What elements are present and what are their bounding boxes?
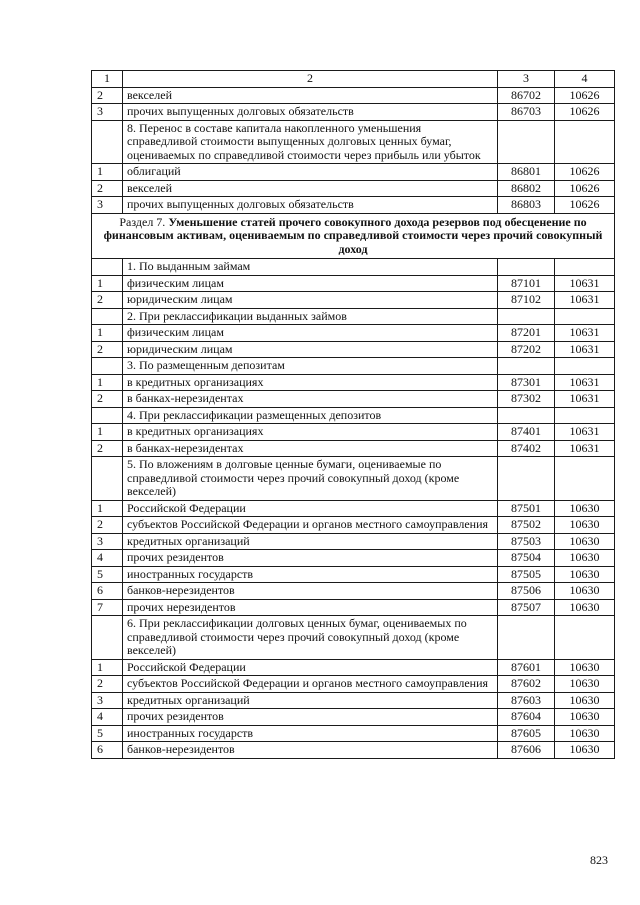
- row-account-code: [498, 120, 555, 164]
- row-account-code: 86801: [498, 164, 555, 181]
- row-number: [92, 457, 123, 501]
- row-description: векселей: [123, 180, 498, 197]
- table-body: [92, 71, 615, 759]
- row-account-code: 86702: [498, 87, 555, 104]
- table-row: [92, 692, 615, 709]
- table-row: [92, 517, 615, 534]
- row-account-code: [498, 358, 555, 375]
- table-row: [92, 391, 615, 408]
- row-number: [92, 308, 123, 325]
- table-row: [92, 742, 615, 759]
- row-number: 2: [92, 517, 123, 534]
- row-balance-account: 10630: [555, 583, 615, 600]
- group-heading-row: [92, 259, 615, 276]
- row-description: субъектов Российской Федерации и органов местного самоуправления: [123, 517, 498, 534]
- row-account-code: 86703: [498, 104, 555, 121]
- row-number: 2: [92, 292, 123, 309]
- row-number: 1: [92, 659, 123, 676]
- row-account-code: 87606: [498, 742, 555, 759]
- row-balance-account: 10626: [555, 104, 615, 121]
- row-number: 5: [92, 725, 123, 742]
- row-description: прочих резидентов: [123, 709, 498, 726]
- row-description: иностранных государств: [123, 566, 498, 583]
- row-balance-account: 10626: [555, 87, 615, 104]
- row-number: [92, 120, 123, 164]
- table-row: [92, 676, 615, 693]
- header-col-3: 3: [498, 71, 555, 88]
- row-description: Российской Федерации: [123, 659, 498, 676]
- table-row: [92, 292, 615, 309]
- row-number: 1: [92, 164, 123, 181]
- row-balance-account: [555, 616, 615, 660]
- section-heading-number: Раздел 7.: [119, 214, 169, 229]
- row-account-code: 87202: [498, 341, 555, 358]
- row-description: 4. При реклассификации размещенных депозитов: [123, 407, 498, 424]
- section-heading-row: [92, 213, 615, 259]
- table-row: [92, 325, 615, 342]
- header-col-2: 2: [123, 71, 498, 88]
- row-description: физическим лицам: [123, 275, 498, 292]
- row-number: 4: [92, 709, 123, 726]
- row-account-code: 87604: [498, 709, 555, 726]
- row-description: банков-нерезидентов: [123, 583, 498, 600]
- row-balance-account: 10626: [555, 197, 615, 214]
- table-row: [92, 87, 615, 104]
- row-number: 3: [92, 533, 123, 550]
- row-account-code: [498, 457, 555, 501]
- table-row: [92, 374, 615, 391]
- table-row: [92, 440, 615, 457]
- table-row: [92, 275, 615, 292]
- group-heading-row: [92, 120, 615, 164]
- row-balance-account: 10631: [555, 391, 615, 408]
- row-number: [92, 358, 123, 375]
- row-description: физическим лицам: [123, 325, 498, 342]
- row-number: 2: [92, 676, 123, 693]
- row-balance-account: 10630: [555, 500, 615, 517]
- row-description: 3. По размещенным депозитам: [123, 358, 498, 375]
- table-row: [92, 104, 615, 121]
- row-number: 6: [92, 583, 123, 600]
- row-number: 1: [92, 424, 123, 441]
- group-heading-row: [92, 308, 615, 325]
- row-account-code: 87101: [498, 275, 555, 292]
- row-balance-account: 10630: [555, 676, 615, 693]
- row-account-code: 87503: [498, 533, 555, 550]
- accounts-table: [91, 70, 615, 759]
- header-col-1: 1: [92, 71, 123, 88]
- row-balance-account: 10631: [555, 341, 615, 358]
- row-balance-account: 10630: [555, 517, 615, 534]
- table-row: [92, 550, 615, 567]
- table-row: [92, 725, 615, 742]
- row-account-code: 87504: [498, 550, 555, 567]
- table-row: [92, 659, 615, 676]
- row-description: прочих резидентов: [123, 550, 498, 567]
- row-balance-account: [555, 358, 615, 375]
- row-number: 1: [92, 374, 123, 391]
- row-balance-account: 10630: [555, 599, 615, 616]
- row-description: иностранных государств: [123, 725, 498, 742]
- row-number: 1: [92, 500, 123, 517]
- row-description: прочих нерезидентов: [123, 599, 498, 616]
- table-row: [92, 341, 615, 358]
- row-balance-account: 10631: [555, 325, 615, 342]
- row-description: юридическим лицам: [123, 341, 498, 358]
- row-number: 2: [92, 440, 123, 457]
- row-description: 8. Перенос в составе капитала накопленного уменьшения справедливой стоимости выпущенных долговых ценных бумаг, оцениваемых по справедливой стоимости через прибыль или убыток: [123, 120, 498, 164]
- table-header-row: [92, 71, 615, 88]
- row-number: 4: [92, 550, 123, 567]
- row-balance-account: 10630: [555, 659, 615, 676]
- section-heading-title: Уменьшение статей прочего совокупного дохода резервов под обесценение по финансовым активам, оцениваемым по справедливой стоимости через прочий совокупный доход: [103, 214, 603, 256]
- row-description: 6. При реклассификации долговых ценных бумаг, оцениваемых по справедливой стоимости через прочий совокупный доход (кроме векселей): [123, 616, 498, 660]
- row-balance-account: [555, 457, 615, 501]
- row-number: 7: [92, 599, 123, 616]
- row-account-code: 87602: [498, 676, 555, 693]
- row-description: прочих выпущенных долговых обязательств: [123, 197, 498, 214]
- row-description: банков-нерезидентов: [123, 742, 498, 759]
- table-row: [92, 180, 615, 197]
- row-number: 6: [92, 742, 123, 759]
- row-balance-account: 10626: [555, 164, 615, 181]
- row-description: облигаций: [123, 164, 498, 181]
- row-account-code: 87603: [498, 692, 555, 709]
- row-description: юридическим лицам: [123, 292, 498, 309]
- row-balance-account: 10631: [555, 424, 615, 441]
- group-heading-row: [92, 358, 615, 375]
- row-account-code: 87601: [498, 659, 555, 676]
- row-account-code: [498, 616, 555, 660]
- row-number: 1: [92, 325, 123, 342]
- row-balance-account: 10630: [555, 566, 615, 583]
- section-heading: [92, 213, 615, 259]
- row-account-code: 87302: [498, 391, 555, 408]
- row-balance-account: [555, 259, 615, 276]
- row-balance-account: 10630: [555, 725, 615, 742]
- row-account-code: 87501: [498, 500, 555, 517]
- row-number: [92, 259, 123, 276]
- row-number: [92, 407, 123, 424]
- table-row: [92, 533, 615, 550]
- table-row: [92, 197, 615, 214]
- table-row: [92, 583, 615, 600]
- row-account-code: 87201: [498, 325, 555, 342]
- page-number: 823: [590, 853, 608, 867]
- table-row: [92, 164, 615, 181]
- row-balance-account: 10631: [555, 440, 615, 457]
- row-description: в банках-нерезидентах: [123, 391, 498, 408]
- header-col-4: 4: [555, 71, 615, 88]
- row-balance-account: 10631: [555, 275, 615, 292]
- row-account-code: 87506: [498, 583, 555, 600]
- table-row: [92, 599, 615, 616]
- row-description: Российской Федерации: [123, 500, 498, 517]
- row-number: 1: [92, 275, 123, 292]
- row-account-code: 87507: [498, 599, 555, 616]
- row-balance-account: [555, 407, 615, 424]
- row-account-code: 87401: [498, 424, 555, 441]
- table-row: [92, 709, 615, 726]
- row-number: 3: [92, 197, 123, 214]
- row-balance-account: 10631: [555, 374, 615, 391]
- row-description: прочих выпущенных долговых обязательств: [123, 104, 498, 121]
- row-description: 1. По выданным займам: [123, 259, 498, 276]
- row-description: кредитных организаций: [123, 533, 498, 550]
- row-account-code: 87402: [498, 440, 555, 457]
- group-heading-row: [92, 457, 615, 501]
- row-balance-account: [555, 120, 615, 164]
- row-number: 2: [92, 341, 123, 358]
- row-balance-account: 10630: [555, 533, 615, 550]
- row-description: 5. По вложениям в долговые ценные бумаги, оцениваемые по справедливой стоимости через прочий совокупный доход (кроме векселей): [123, 457, 498, 501]
- row-balance-account: [555, 308, 615, 325]
- row-description: 2. При реклассификации выданных займов: [123, 308, 498, 325]
- row-account-code: 87301: [498, 374, 555, 391]
- row-balance-account: 10630: [555, 550, 615, 567]
- row-account-code: [498, 308, 555, 325]
- row-number: 2: [92, 180, 123, 197]
- row-number: [92, 616, 123, 660]
- row-account-code: [498, 259, 555, 276]
- row-account-code: [498, 407, 555, 424]
- row-description: векселей: [123, 87, 498, 104]
- row-balance-account: 10630: [555, 692, 615, 709]
- row-balance-account: 10631: [555, 292, 615, 309]
- row-description: в кредитных организациях: [123, 424, 498, 441]
- row-balance-account: 10630: [555, 742, 615, 759]
- row-account-code: 87605: [498, 725, 555, 742]
- table-row: [92, 566, 615, 583]
- row-account-code: 86802: [498, 180, 555, 197]
- group-heading-row: [92, 407, 615, 424]
- row-number: 3: [92, 104, 123, 121]
- row-number: 5: [92, 566, 123, 583]
- table-row: [92, 424, 615, 441]
- row-description: субъектов Российской Федерации и органов местного самоуправления: [123, 676, 498, 693]
- row-account-code: 87102: [498, 292, 555, 309]
- row-balance-account: 10626: [555, 180, 615, 197]
- row-number: 3: [92, 692, 123, 709]
- row-description: в банках-нерезидентах: [123, 440, 498, 457]
- row-number: 2: [92, 87, 123, 104]
- row-account-code: 87505: [498, 566, 555, 583]
- row-balance-account: 10630: [555, 709, 615, 726]
- row-description: в кредитных организациях: [123, 374, 498, 391]
- group-heading-row: [92, 616, 615, 660]
- row-number: 2: [92, 391, 123, 408]
- row-account-code: 87502: [498, 517, 555, 534]
- table-row: [92, 500, 615, 517]
- row-account-code: 86803: [498, 197, 555, 214]
- row-description: кредитных организаций: [123, 692, 498, 709]
